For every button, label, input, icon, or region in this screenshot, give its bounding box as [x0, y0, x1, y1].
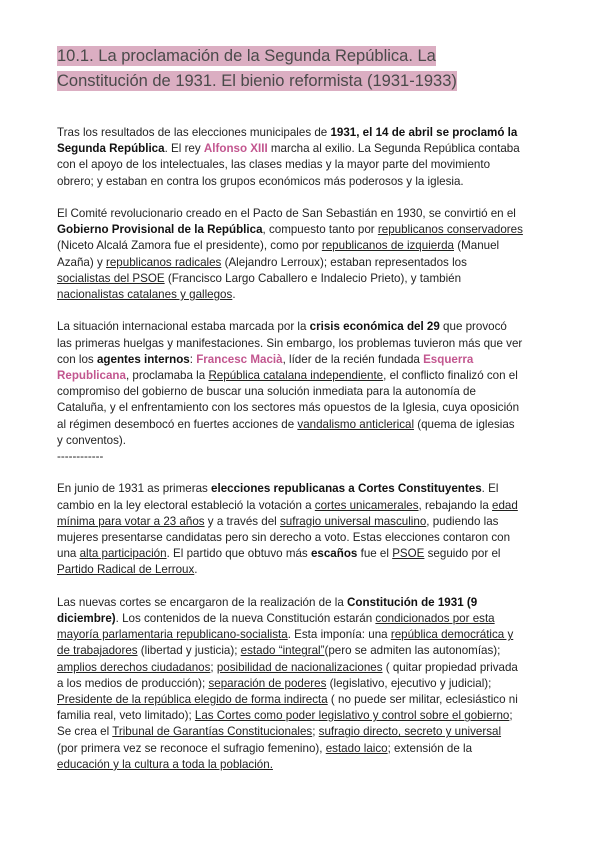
page-title — [57, 44, 477, 94]
text-run: ; — [312, 725, 319, 739]
text-run: (por primera vez se reconoce el sufragio femenino), — [57, 741, 326, 755]
text-run: , líder de la recién fundada — [282, 352, 424, 366]
underlined-text: posibilidad de nacionalizaciones — [216, 660, 383, 674]
text-run: ( quitar propiedad privada a los medios de producción); — [57, 660, 518, 690]
highlighted-name: Esquerra Republicana — [57, 352, 474, 383]
text-run: (legislativo, ejecutivo y judicial); — [326, 676, 492, 690]
text-run: (libertad y justicia); — [137, 644, 241, 658]
text-run: seguido por el — [424, 547, 501, 561]
bold-text: Constitución de 1931 (9 diciembre) — [57, 595, 478, 626]
text-run: ; extensión de la — [387, 741, 473, 755]
underlined-text: republicanos de izquierda — [321, 239, 454, 253]
underlined-text: condicionados por esta mayoría parlamentaria republicano-socialista — [57, 612, 495, 642]
text-run: . Esta imponía: una — [287, 628, 391, 642]
text-run: y a través del — [204, 514, 280, 528]
bold-text: 1931, el 14 de abril se proclamó la Segunda República — [57, 126, 518, 156]
underlined-text: Las Cortes como poder legislativo y control sobre el gobierno — [194, 709, 510, 723]
paragraph-proclamation — [57, 125, 523, 190]
text-run: , compuesto tanto por — [262, 223, 378, 237]
text-run: . El rey — [164, 142, 204, 156]
bold-text: agentes internos — [96, 352, 190, 366]
underlined-text: educación y la cultura a toda la población. — [57, 757, 273, 771]
paragraph-elections — [57, 481, 523, 578]
underlined-text: Tribunal de Garantías Constitucionales — [112, 725, 313, 739]
text-run: . El partido que obtuvo más — [166, 547, 311, 561]
underlined-text: amplios derechos ciudadanos — [57, 660, 211, 674]
text-run: ; Se crea el — [57, 709, 513, 739]
text-run: . — [194, 563, 198, 577]
text-run: ; — [210, 660, 217, 674]
text-run: , proclamaba la — [125, 369, 209, 383]
text-run: (pero se admiten las autonomías); — [324, 644, 501, 658]
text-run: : — [189, 352, 197, 366]
underlined-text: separación de poderes — [208, 676, 327, 690]
text-run: , rebajando la — [418, 498, 493, 512]
text-run: (Alejandro Lerroux); estaban representados los — [221, 255, 467, 269]
title-highlight: 10.1. La proclamación de la Segunda República. La Constitución de 1931. El bienio reformista (1931-1933) — [57, 47, 457, 90]
bold-text: Gobierno Provisional de la República — [57, 223, 263, 237]
highlighted-name: Francesc Macià — [196, 352, 283, 366]
underlined-text: republicanos conservadores — [377, 223, 523, 237]
underlined-text: socialistas del PSOE — [57, 271, 165, 285]
text-run: (Francisco Largo Caballero e Indalecio Prieto), y también — [164, 271, 462, 285]
paragraph-provisional-government — [57, 206, 523, 303]
highlighted-name: Alfonso XIII — [203, 142, 268, 156]
separator-line: ------------ — [57, 450, 104, 464]
text-run: . El cambio en la ley electoral estableció la votación a — [57, 482, 499, 512]
text-run: Las nuevas cortes se encargaron de la realización de la — [57, 595, 348, 609]
text-run: . Los contenidos de la nueva Constitución estarán — [115, 612, 376, 626]
underlined-text: República catalana independiente — [208, 369, 384, 383]
text-run: marcha al exilio. La Segunda República contaba con el apoyo de los intelectuales, las clases medias y la mayor parte del movimiento obrero; y estaban en contra los grupos económicos más poderosos y la iglesia. — [57, 142, 520, 188]
text-run: En junio de 1931 as primeras — [57, 482, 212, 496]
underlined-text: estado “integral” — [240, 644, 325, 658]
underlined-text: vandalismo anticlerical — [297, 417, 415, 431]
underlined-text: nacionalistas catalanes y gallegos — [57, 288, 233, 302]
underlined-text: alta participación — [79, 547, 167, 561]
underlined-text: sufragio directo, secreto y universal — [318, 725, 502, 739]
text-run: Tras los resultados de las elecciones municipales de — [57, 126, 331, 139]
bold-text: escaños — [310, 547, 358, 561]
underlined-text: Partido Radical de Lerroux — [57, 563, 195, 577]
paragraph-constitution — [57, 595, 523, 773]
text-run: , pudiendo las mujeres presentarse candidatas pero sin derecho a voto. Estas elecciones contaron con una — [57, 514, 511, 561]
text-run: que provocó las primeras huelgas y manifestaciones. Sin embargo, los problemas tuvieron más que ver con los — [57, 320, 523, 366]
text-run: . — [232, 288, 236, 302]
bold-text: elecciones republicanas a Cortes Constituyentes — [211, 482, 482, 496]
underlined-text: republicanos radicales — [105, 255, 222, 269]
text-run: fue el — [357, 547, 393, 561]
bold-text: crisis económica del 29 — [309, 320, 440, 334]
text-run: ( no puede ser militar, eclesiástico ni familia real, veto limitado); — [57, 693, 518, 723]
text-run: (quema de iglesias y conventos). — [57, 417, 515, 447]
underlined-text: república democrática y de trabajadores — [57, 628, 514, 658]
text-run: (Niceto Alcalá Zamora fue el presidente), como por — [57, 239, 322, 253]
text-run: El Comité revolucionario creado en el Pacto de San Sebastián en 1930, se convirtió en el — [57, 207, 516, 220]
underlined-text: sufragio universal masculino — [279, 514, 427, 528]
text-run: , el conflicto finalizó con el compromiso del gobierno de buscar una solución inmediata para la autonomía de Cataluña, y el enfrentamiento con los sectores más opuestos de la Iglesia, cuya oposición al régimen desembocó en fuertes acciones de — [57, 369, 520, 431]
underlined-text: edad mínima para votar a 23 años — [57, 498, 518, 528]
text-run: (Manuel Azaña) y — [57, 239, 500, 269]
underlined-text: PSOE — [392, 547, 425, 561]
underlined-text: Presidente de la república elegido de forma indirecta — [57, 693, 328, 707]
underlined-text: estado laico — [325, 741, 388, 755]
document-body — [57, 125, 523, 789]
paragraph-internal-problems — [57, 319, 523, 449]
text-run: La situación internacional estaba marcada por la — [57, 320, 310, 334]
underlined-text: cortes unicamerales — [314, 498, 419, 512]
